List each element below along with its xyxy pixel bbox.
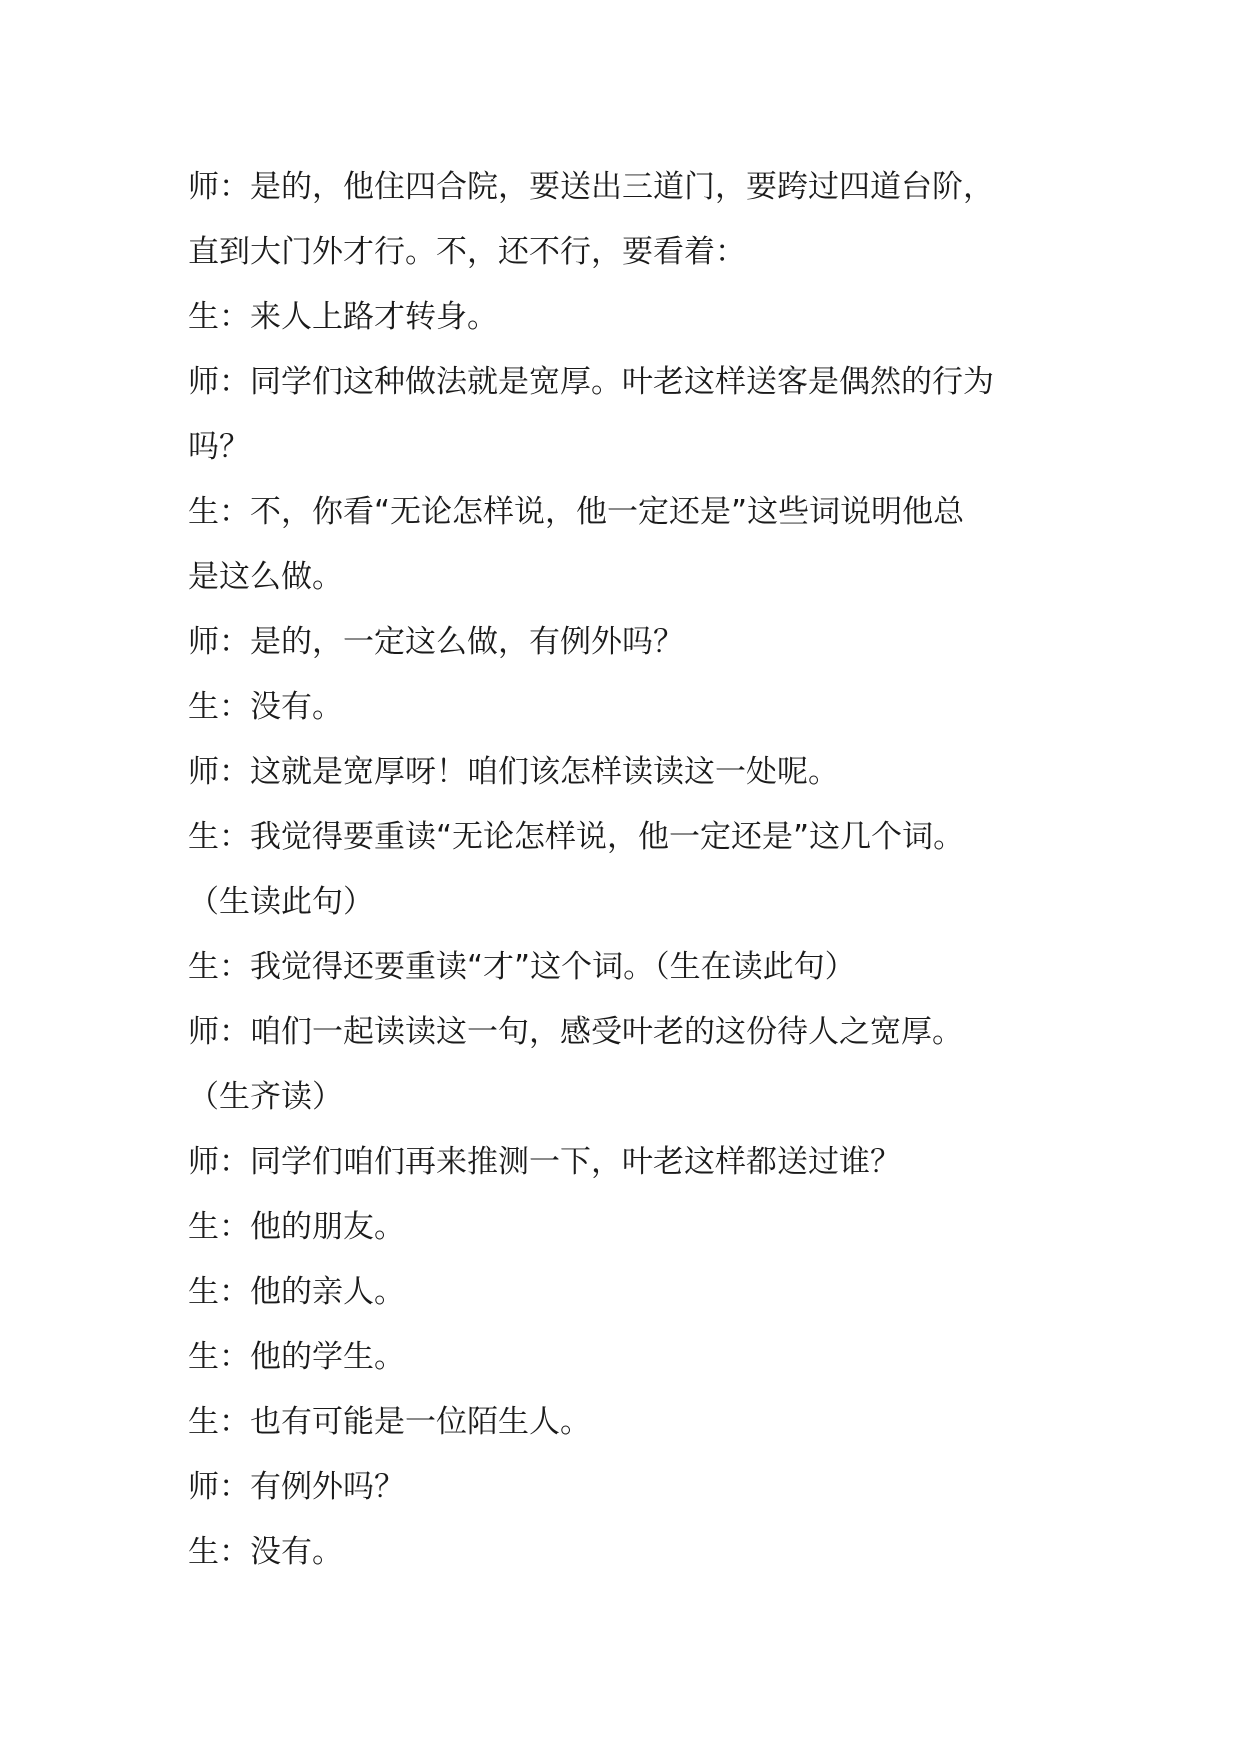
text-line: 生：也有可能是一位陌生人。	[188, 1404, 591, 1440]
text-line: 生：没有。	[188, 689, 343, 725]
text-line: （生齐读）	[188, 1079, 343, 1115]
text-line: 师：这就是宽厚呀！咱们该怎样读读这一处呢。	[188, 754, 839, 790]
text-line: 师：同学们这种做法就是宽厚。叶老这样送客是偶然的行为	[188, 364, 994, 400]
text-line: 生：他的亲人。	[188, 1274, 405, 1310]
text-line: 师：有例外吗？	[188, 1469, 405, 1505]
document-body	[188, 155, 1068, 1585]
text-line: 师：是的，一定这么做，有例外吗？	[188, 624, 684, 660]
text-line: 生：他的朋友。	[188, 1209, 405, 1245]
text-line: 生：来人上路才转身。	[188, 299, 498, 335]
text-line: 生：不，你看“无论怎样说，他一定还是”这些词说明他总	[188, 494, 965, 530]
text-line: 吗？	[188, 429, 250, 465]
text-line: 生：我觉得还要重读“才”这个词。（生在读此句）	[188, 949, 856, 985]
text-line: 生：他的学生。	[188, 1339, 405, 1375]
text-line: 生：没有。	[188, 1534, 343, 1570]
text-line: 师：同学们咱们再来推测一下，叶老这样都送过谁？	[188, 1144, 901, 1180]
text-line: 直到大门外才行。不，还不行，要看着：	[188, 234, 746, 270]
text-line: （生读此句）	[188, 884, 374, 920]
text-line: 师：是的，他住四合院，要送出三道门，要跨过四道台阶，	[188, 169, 994, 205]
text-line: 是这么做。	[188, 559, 343, 595]
text-line: 师：咱们一起读读这一句，感受叶老的这份待人之宽厚。	[188, 1014, 963, 1050]
text-line: 生：我觉得要重读“无论怎样说，他一定还是”这几个词。	[188, 819, 965, 855]
